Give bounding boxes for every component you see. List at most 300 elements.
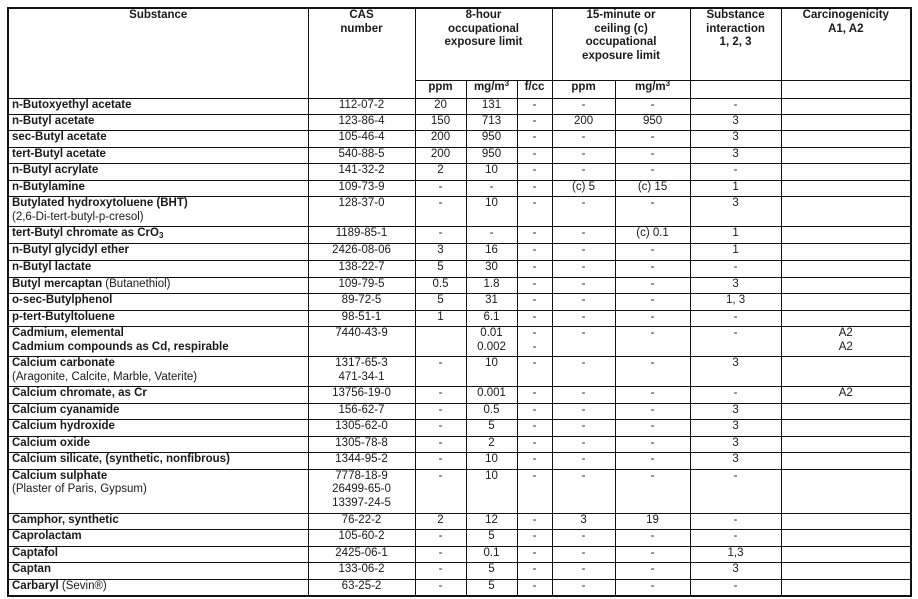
cell-carcinogenicity <box>781 294 911 311</box>
cell-8h-mg-value: 2 <box>488 436 495 449</box>
cell-cas-number-value: 1344-95-2 <box>335 453 388 465</box>
cell-8h-fcc-value: - <box>532 387 537 399</box>
cell-8h-ppm <box>415 147 466 164</box>
cell-cas-number-value: 141-32-2 <box>338 164 385 176</box>
cell-cas-number-value: 109-79-5 <box>338 277 385 290</box>
cell-8h-fcc-value: - <box>532 197 537 209</box>
cell-interaction <box>690 244 781 261</box>
cell-cas-number-value: 1317-65-3 <box>335 357 388 369</box>
cell-8h-mg-value: 950 <box>481 147 502 160</box>
table-row <box>8 436 911 453</box>
cell-substance <box>8 530 308 547</box>
cell-15m-ppm <box>552 197 615 227</box>
cell-8h-ppm-value: 150 <box>430 114 451 127</box>
cell-cas-number-value: 128-37-0 <box>338 197 385 209</box>
cell-8h-fcc <box>517 164 552 181</box>
header-15m-line: exposure limit <box>582 49 661 62</box>
table-row <box>8 403 911 420</box>
substance-synonyms: (Aragonite, Calcite, Marble, Vaterite) <box>12 370 198 383</box>
cell-8h-mg-value: 0.001 <box>477 387 506 399</box>
table-row <box>8 310 911 327</box>
cell-8h-fcc <box>517 513 552 530</box>
cell-8h-ppm <box>415 469 466 513</box>
cell-8h-mg-value: 12 <box>485 513 498 526</box>
table-row <box>8 469 911 513</box>
cell-8h-fcc-value: - <box>532 294 537 306</box>
cell-carcinogenicity <box>781 579 911 596</box>
cell-8h-mg-value: 950 <box>481 131 502 143</box>
cell-cas-number <box>308 327 415 357</box>
cell-interaction <box>690 327 781 357</box>
cell-carcinogenicity <box>781 180 911 197</box>
cell-cas-number <box>308 294 415 311</box>
cell-8h-fcc <box>517 579 552 596</box>
cell-8h-mg <box>466 403 517 420</box>
cell-cas-number-value: 1305-62-0 <box>335 420 388 432</box>
cell-8h-ppm-value: - <box>438 453 443 465</box>
cell-cas-number <box>308 164 415 181</box>
table-row <box>8 420 911 437</box>
cell-15m-mg <box>615 530 690 547</box>
cell-8h-ppm-value: - <box>438 530 443 542</box>
cell-interaction-value: - <box>733 98 738 111</box>
cell-15m-mg-value: (c) 15 <box>637 180 668 193</box>
substance-name: Cadmium, elemental <box>12 327 124 339</box>
cell-8h-fcc-value: - <box>532 513 537 526</box>
table-row <box>8 197 911 227</box>
cell-8h-mg-value: 5 <box>488 530 495 542</box>
cell-carcinogenicity <box>781 436 911 453</box>
table-body <box>8 98 911 596</box>
substance-alias: (Butanethiol) <box>102 277 171 290</box>
header-8h-line: exposure limit <box>444 36 523 48</box>
cell-15m-mg-value: - <box>650 387 655 399</box>
cell-cas-number <box>308 131 415 148</box>
cell-substance <box>8 310 308 327</box>
cell-8h-fcc <box>517 277 552 294</box>
cell-cas-number-value: 109-73-9 <box>338 180 385 193</box>
cell-8h-fcc <box>517 261 552 278</box>
header-8h-line: occupational <box>448 22 519 35</box>
substance-name: Calcium hydroxide <box>12 420 115 432</box>
cell-8h-ppm <box>415 244 466 261</box>
cell-15m-ppm-value: - <box>581 261 586 273</box>
cell-8h-mg-value: 713 <box>481 114 502 127</box>
cell-cas-number <box>308 227 415 244</box>
unit-carc-blank <box>781 80 911 98</box>
cell-15m-ppm-value: - <box>581 563 586 575</box>
cell-15m-mg <box>615 98 690 114</box>
cell-8h-mg <box>466 98 517 114</box>
cell-15m-mg-value: - <box>650 197 655 209</box>
cell-8h-fcc <box>517 469 552 513</box>
cell-substance <box>8 546 308 563</box>
cell-8h-ppm <box>415 114 466 131</box>
cell-interaction <box>690 420 781 437</box>
cell-cas-number-value: 540-88-5 <box>338 147 385 160</box>
cell-15m-mg-value: 19 <box>646 513 659 526</box>
cell-15m-ppm <box>552 420 615 437</box>
cell-8h-ppm <box>415 546 466 563</box>
cell-15m-mg <box>615 294 690 311</box>
cell-interaction <box>690 357 781 387</box>
cell-8h-fcc-value: - <box>532 114 537 127</box>
cell-cas-number-value: 123-86-4 <box>338 114 385 127</box>
cell-15m-mg-value: - <box>650 420 655 432</box>
cell-15m-mg <box>615 453 690 470</box>
cell-cas-number-value: 89-72-5 <box>341 294 382 306</box>
cell-8h-mg <box>466 277 517 294</box>
substance-name: n-Butoxyethyl acetate <box>12 98 132 111</box>
cell-8h-mg-value: 131 <box>481 98 502 111</box>
cell-8h-mg <box>466 197 517 227</box>
substance-name: Captan <box>12 563 51 575</box>
cell-15m-mg <box>615 420 690 437</box>
cell-8h-mg <box>466 294 517 311</box>
cell-8h-fcc-value: - <box>532 180 537 193</box>
substance-alias: (Sevin®) <box>58 579 107 592</box>
cell-15m-mg <box>615 244 690 261</box>
cell-carcinogenicity <box>781 453 911 470</box>
cell-15m-ppm <box>552 387 615 404</box>
cell-15m-mg <box>615 164 690 181</box>
cell-8h-ppm <box>415 310 466 327</box>
cell-15m-ppm-value: - <box>581 164 586 176</box>
substance-name: Caprolactam <box>12 530 82 542</box>
cell-8h-ppm-value: - <box>438 420 443 432</box>
table-row <box>8 261 911 278</box>
cell-interaction-value: 1,3 <box>727 546 744 559</box>
cell-8h-mg <box>466 357 517 387</box>
table-row <box>8 453 911 470</box>
cell-8h-mg-value: 0.002 <box>477 340 506 353</box>
cell-8h-ppm <box>415 197 466 227</box>
cell-carcinogenicity <box>781 403 911 420</box>
cell-15m-mg <box>615 436 690 453</box>
header-substance-interaction <box>690 8 781 80</box>
substance-name: Captafol <box>12 546 58 559</box>
cell-interaction-value: 3 <box>732 453 739 465</box>
cell-8h-fcc-value: - <box>532 227 537 239</box>
cell-15m-ppm <box>552 546 615 563</box>
cell-8h-ppm <box>415 513 466 530</box>
cell-8h-ppm <box>415 579 466 596</box>
substance-name: n-Butyl glycidyl ether <box>12 244 129 256</box>
cell-carcinogenicity <box>781 327 911 357</box>
cell-cas-number-value: 13397-24-5 <box>332 496 391 509</box>
cell-interaction-value: 1 <box>732 227 739 239</box>
unit-sup: 3 <box>665 78 671 88</box>
cell-8h-mg <box>466 563 517 580</box>
cell-cas-number-value: 105-46-4 <box>338 131 385 143</box>
header-8-hour-limit <box>415 8 552 80</box>
cell-8h-ppm <box>415 403 466 420</box>
cell-8h-mg-value: 30 <box>485 261 498 273</box>
cell-8h-mg <box>466 546 517 563</box>
cell-8h-ppm-value: 3 <box>437 244 444 256</box>
cell-15m-ppm <box>552 357 615 387</box>
cell-8h-fcc <box>517 227 552 244</box>
cell-interaction <box>690 403 781 420</box>
cell-8h-fcc <box>517 420 552 437</box>
cell-8h-fcc-value: - <box>532 340 537 353</box>
cell-interaction <box>690 579 781 596</box>
table-row <box>8 164 911 181</box>
cell-8h-ppm-value: - <box>438 579 443 592</box>
table-row <box>8 563 911 580</box>
cell-carcinogenicity <box>781 131 911 148</box>
cell-cas-number-value: 13756-19-0 <box>332 387 391 399</box>
cell-8h-ppm-value: - <box>438 357 443 369</box>
cell-8h-mg-value: 5 <box>488 579 495 592</box>
cell-interaction-value: - <box>733 530 738 542</box>
cell-15m-mg <box>615 131 690 148</box>
cell-8h-fcc-value: - <box>532 403 537 416</box>
cell-15m-mg-value: - <box>650 131 655 143</box>
cell-8h-mg <box>466 469 517 513</box>
cell-cas-number <box>308 261 415 278</box>
cell-8h-mg <box>466 530 517 547</box>
cell-interaction <box>690 310 781 327</box>
cell-15m-mg-value: - <box>650 277 655 290</box>
cell-8h-fcc <box>517 147 552 164</box>
cell-15m-mg-value: - <box>650 261 655 273</box>
cell-8h-fcc-value: - <box>532 327 537 339</box>
substance-name: Calcium oxide <box>12 436 90 449</box>
cell-15m-mg <box>615 469 690 513</box>
cell-substance <box>8 227 308 244</box>
cell-substance <box>8 403 308 420</box>
cell-15m-ppm-value: - <box>581 98 586 111</box>
cell-8h-mg-value: 16 <box>485 244 498 256</box>
cell-8h-ppm <box>415 327 466 357</box>
cell-8h-fcc <box>517 244 552 261</box>
table-row <box>8 277 911 294</box>
table-row <box>8 513 911 530</box>
cell-cas-number-value: 105-60-2 <box>338 530 385 542</box>
cell-interaction-value: 1 <box>732 180 739 193</box>
cell-8h-ppm-value: - <box>438 469 443 482</box>
cell-cas-number-value: 1305-78-8 <box>335 436 388 449</box>
cell-cas-number-value: 2425-06-1 <box>335 546 388 559</box>
cell-cas-number-value: 63-25-2 <box>341 579 382 592</box>
table-row <box>8 294 911 311</box>
cell-substance <box>8 98 308 114</box>
cell-15m-ppm <box>552 114 615 131</box>
cell-interaction-value: - <box>733 513 738 526</box>
cell-8h-mg <box>466 261 517 278</box>
cell-carcinogenicity <box>781 197 911 227</box>
cell-interaction-value: 3 <box>732 277 739 290</box>
cell-15m-ppm <box>552 579 615 596</box>
cell-15m-mg <box>615 180 690 197</box>
header-15m-line: 15-minute or <box>586 9 656 21</box>
cell-cas-number <box>308 277 415 294</box>
cell-15m-ppm-value: - <box>581 197 586 209</box>
cell-cas-number-value: 471-34-1 <box>338 370 385 383</box>
cell-8h-mg-value: - <box>489 180 494 193</box>
header-cas-line: CAS <box>349 9 374 21</box>
cell-15m-ppm-value: - <box>581 227 586 239</box>
cell-15m-ppm <box>552 244 615 261</box>
cell-8h-fcc-value: - <box>532 436 537 449</box>
cell-15m-mg <box>615 197 690 227</box>
cell-interaction-value: - <box>733 164 738 176</box>
cell-cas-number-value: 133-06-2 <box>338 563 385 575</box>
cell-interaction-value: 3 <box>732 114 739 127</box>
cell-substance <box>8 357 308 387</box>
table-row <box>8 579 911 596</box>
header-15-minute-limit <box>552 8 690 80</box>
cell-8h-mg <box>466 164 517 181</box>
substance-name: Calcium carbonate <box>12 357 115 369</box>
substance-name: Butyl mercaptan <box>12 277 103 290</box>
cell-8h-ppm-value: 2 <box>437 513 444 526</box>
cell-15m-mg <box>615 147 690 164</box>
cell-substance <box>8 579 308 596</box>
cell-substance <box>8 197 308 227</box>
cell-cas-number-value: 7440-43-9 <box>335 327 388 339</box>
cell-interaction-value: 1, 3 <box>725 294 746 306</box>
cell-8h-ppm <box>415 227 466 244</box>
cell-8h-mg-value: 10 <box>485 357 498 369</box>
cell-substance <box>8 387 308 404</box>
cell-8h-fcc <box>517 180 552 197</box>
cell-15m-mg <box>615 114 690 131</box>
cell-15m-mg-value: - <box>650 579 655 592</box>
cell-interaction <box>690 546 781 563</box>
substance-name: tert-Butyl chromate as CrO <box>12 227 159 239</box>
cell-8h-fcc-value: - <box>532 98 537 111</box>
cell-15m-mg-value: - <box>650 403 655 416</box>
substance-name: Calcium silicate, (synthetic, nonfibrous) <box>12 453 230 465</box>
cell-8h-fcc-value: - <box>532 579 537 592</box>
cell-8h-fcc <box>517 114 552 131</box>
cell-8h-mg-value: 0.5 <box>483 403 500 416</box>
cell-8h-ppm-value: 200 <box>430 131 451 143</box>
cell-substance <box>8 469 308 513</box>
cell-interaction <box>690 227 781 244</box>
cell-8h-mg-value: 1.8 <box>483 277 500 290</box>
cell-cas-number <box>308 387 415 404</box>
cell-substance <box>8 277 308 294</box>
cell-8h-ppm <box>415 98 466 114</box>
substance-name: p-tert-Butyltoluene <box>12 310 115 323</box>
cell-interaction <box>690 131 781 148</box>
cell-carcinogenicity <box>781 244 911 261</box>
cell-cas-number <box>308 180 415 197</box>
cell-carcinogenicity <box>781 277 911 294</box>
cell-15m-mg <box>615 310 690 327</box>
cell-8h-mg <box>466 327 517 357</box>
cell-15m-ppm <box>552 563 615 580</box>
cell-substance <box>8 131 308 148</box>
cell-15m-mg <box>615 261 690 278</box>
cell-8h-fcc-value: - <box>532 563 537 575</box>
cell-interaction <box>690 294 781 311</box>
cell-8h-mg-value: 10 <box>485 453 498 465</box>
cell-15m-mg-value: - <box>650 453 655 465</box>
cell-carcinogenicity <box>781 98 911 114</box>
cell-8h-ppm-value: - <box>438 197 443 209</box>
cell-8h-mg-value: 6.1 <box>483 310 500 323</box>
cell-interaction-value: 1 <box>732 244 739 256</box>
substance-name: n-Butyl acetate <box>12 114 95 127</box>
cell-8h-ppm <box>415 453 466 470</box>
cell-15m-ppm <box>552 327 615 357</box>
cell-8h-ppm <box>415 180 466 197</box>
table-row <box>8 387 911 404</box>
substance-name: Carbaryl <box>12 579 59 592</box>
cell-8h-fcc-value: - <box>532 277 537 290</box>
cell-8h-mg <box>466 420 517 437</box>
cell-15m-ppm <box>552 310 615 327</box>
cell-cas-number <box>308 114 415 131</box>
substance-name: n-Butyl lactate <box>12 261 92 273</box>
cell-8h-mg-value: 5 <box>488 420 495 432</box>
cell-cas-number <box>308 469 415 513</box>
cell-carcinogenicity <box>781 420 911 437</box>
cell-8h-mg-value: 10 <box>485 469 498 482</box>
cell-15m-ppm-value: - <box>581 420 586 432</box>
cell-8h-fcc-value: - <box>532 546 537 559</box>
cell-15m-mg-value: - <box>650 530 655 542</box>
cell-8h-fcc-value: - <box>532 164 537 176</box>
cell-carcinogenicity <box>781 357 911 387</box>
substance-synonyms: (2,6-Di-tert-butyl-p-cresol) <box>12 210 144 223</box>
cell-8h-mg <box>466 180 517 197</box>
cell-15m-ppm-value: - <box>581 387 586 399</box>
substance-name: Calcium chromate, as Cr <box>12 387 147 399</box>
substance-name: sec-Butyl acetate <box>12 131 107 143</box>
table-row <box>8 227 911 244</box>
cell-8h-ppm <box>415 357 466 387</box>
cell-interaction <box>690 164 781 181</box>
cell-8h-ppm-value: - <box>438 403 443 416</box>
cell-interaction <box>690 180 781 197</box>
cell-carcinogenicity-value: A2 <box>838 340 853 353</box>
cell-15m-mg <box>615 227 690 244</box>
table-row <box>8 546 911 563</box>
cell-interaction-value: - <box>733 261 738 273</box>
cell-interaction <box>690 147 781 164</box>
cell-8h-fcc <box>517 563 552 580</box>
cell-8h-mg <box>466 513 517 530</box>
cell-15m-mg-value: - <box>650 563 655 575</box>
cell-8h-fcc-value: - <box>532 244 537 256</box>
substance-synonyms: (Plaster of Paris, Gypsum) <box>12 483 147 495</box>
cell-8h-mg <box>466 131 517 148</box>
cell-substance <box>8 327 308 357</box>
header-8h-line: 8-hour <box>465 9 502 21</box>
cell-interaction <box>690 563 781 580</box>
cell-15m-mg <box>615 546 690 563</box>
cell-8h-ppm-value: - <box>438 436 443 449</box>
cell-carcinogenicity <box>781 387 911 404</box>
cell-8h-mg <box>466 114 517 131</box>
cell-interaction-value: 3 <box>732 403 739 416</box>
cell-8h-ppm <box>415 420 466 437</box>
cell-8h-mg <box>466 579 517 596</box>
cell-8h-mg <box>466 227 517 244</box>
cell-15m-mg-value: - <box>650 469 655 482</box>
cell-interaction-value: - <box>733 579 738 592</box>
cell-15m-ppm <box>552 261 615 278</box>
cell-15m-mg-value: - <box>650 164 655 176</box>
cell-8h-mg-value: 10 <box>485 164 498 176</box>
substance-name: n-Butyl acrylate <box>12 164 99 176</box>
cell-cas-number-value: 112-07-2 <box>338 98 385 111</box>
